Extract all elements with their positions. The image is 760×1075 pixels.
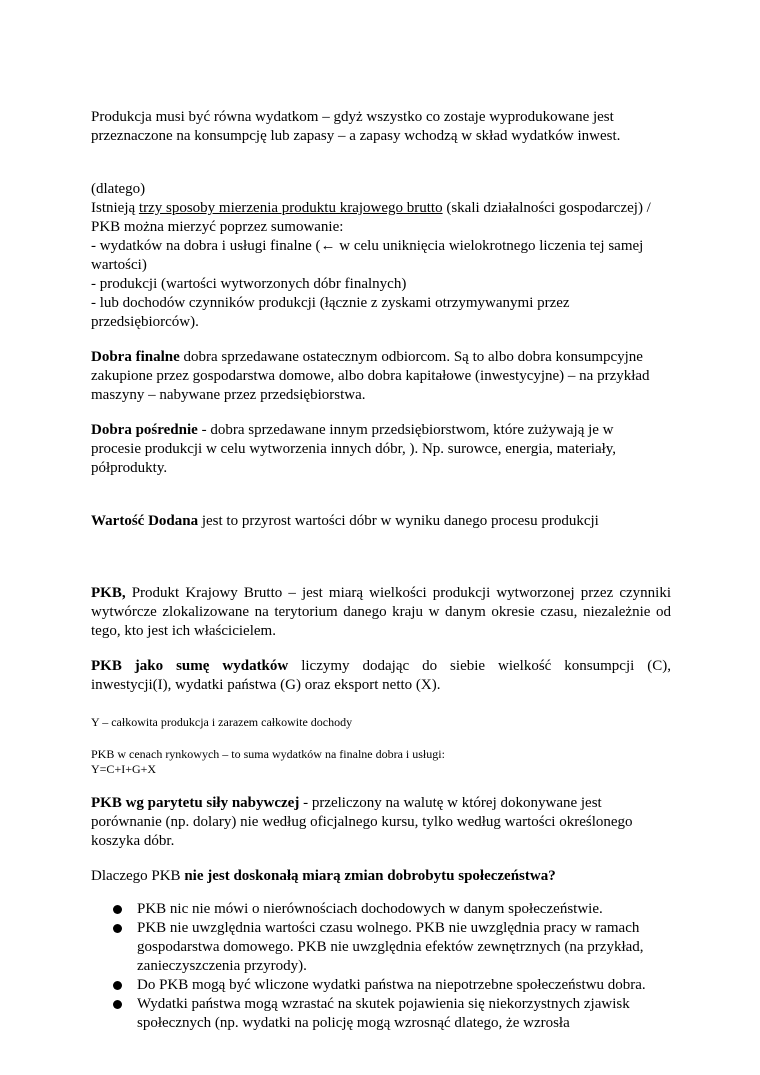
- text-line: przedsiębiorców).: [91, 314, 199, 330]
- text-line: [91, 867, 671, 886]
- text-line: - lub dochodów czynników produkcji (łącznie z zyskami otrzymywanymi przez: [91, 295, 570, 311]
- text-line: PKB nie uwzględnia wartości czasu wolnego. PKB nie uwzględnia pracy w ramach: [137, 920, 640, 936]
- text-line: zanieczyszczenia przyrody).: [137, 958, 307, 974]
- text-line: wartości): [91, 257, 147, 273]
- text-line: Y – całkowita produkcja i zarazem całkowite dochody: [91, 715, 353, 729]
- text-span: Istnieją: [91, 200, 139, 216]
- list-item: [117, 995, 671, 1033]
- term-bold: Dobra pośrednie: [91, 422, 198, 438]
- text-line: tego, kto jest ich właścicielem.: [91, 623, 276, 639]
- text-line: (dlatego): [91, 181, 146, 197]
- text-span: - dobra sprzedawane innym przedsiębiorstwom, które zużywają je w: [197, 422, 614, 438]
- text-line: wytwórcze zlokalizowane na terytorium danego kraju w danym okresie czasu, niezależnie od: [91, 604, 671, 620]
- gdp-ppp-paragraph: [91, 794, 671, 851]
- y-definition: [91, 715, 671, 730]
- text-line: [91, 794, 671, 813]
- term-bold: PKB jako sumę wydatków: [91, 658, 289, 674]
- document-page: [91, 108, 671, 1033]
- text-span: - przeliczony na walutę w której dokonywane jest: [299, 795, 602, 811]
- text-span: dobra sprzedawane ostatecznym odbiorcom. Są to albo dobra konsumpcyjne: [179, 349, 643, 365]
- text-line: koszyka dóbr.: [91, 833, 175, 849]
- bullet-icon: [113, 1000, 122, 1009]
- term-bold: Dobra finalne: [91, 349, 180, 365]
- term-bold: PKB,: [91, 585, 126, 601]
- text-line: PKB można mierzyć poprzez sumowanie:: [91, 219, 344, 235]
- text-span: Dlaczego PKB: [91, 868, 185, 884]
- text-span: (skali działalności gospodarczej) /: [442, 200, 651, 216]
- text-line: Produkcja musi być równa wydatkom – gdyż wszystko co zostaje wyprodukowane jest: [91, 109, 614, 125]
- measurement-methods-paragraph: [91, 180, 671, 332]
- formula: Y=C+I+G+X: [91, 762, 157, 776]
- text-line: - wydatków na dobra i usługi finalne (← w celu uniknięcia wielokrotnego liczenia tej samej: [91, 238, 644, 254]
- text-span: jest to przyrost wartości dóbr w wyniku danego procesu produkcji: [198, 513, 599, 529]
- text-line: PKB nic nie mówi o nierównościach dochodowych w danym społeczeństwie.: [137, 901, 603, 917]
- text-line: maszyny – nabywane przez przedsiębiorstwa.: [91, 387, 366, 403]
- gdp-market-prices: [91, 747, 671, 777]
- text-line: [91, 657, 671, 676]
- text-line: - produkcji (wartości wytworzonych dóbr finalnych): [91, 276, 407, 292]
- text-line: porównanie (np. dolary) nie według oficjalnego kursu, tylko według wartości określonego: [91, 814, 633, 830]
- text-line: gospodarstwa domowego. PKB nie uwzględnia efektów zewnętrznych (na przykład,: [137, 939, 644, 955]
- gdp-expenditure-paragraph: [91, 657, 671, 695]
- text-line: Do PKB mogą być wliczone wydatki państwa na niepotrzebne społeczeństwu dobra.: [137, 977, 646, 993]
- bullet-icon: [113, 981, 122, 990]
- term-bold: nie jest doskonałą miarą zmian dobrobytu społeczeństwa?: [184, 868, 556, 884]
- text-line: zakupione przez gospodarstwa domowe, albo dobra kapitałowe (inwestycyjne) – na przykład: [91, 368, 650, 384]
- bullet-icon: [113, 924, 122, 933]
- term-bold: PKB wg parytetu siły nabywczej: [91, 795, 300, 811]
- list-item: [117, 976, 671, 995]
- text-line: [91, 199, 671, 218]
- gdp-definition: [91, 584, 671, 641]
- intermediate-goods-definition: [91, 421, 671, 478]
- text-line: procesie produkcji w celu wytworzenia innych dóbr, ). Np. surowce, energia, materiały,: [91, 441, 617, 457]
- underlined-phrase: trzy sposoby mierzenia produktu krajowego brutto: [138, 200, 443, 216]
- bullet-icon: [113, 905, 122, 914]
- text-line: inwestycji(I), wydatki państwa (G) oraz eksport netto (X).: [91, 677, 441, 693]
- term-bold: Wartość Dodana: [91, 513, 199, 529]
- text-line: przeznaczone na konsumpcję lub zapasy – a zapasy wchodzą w skład wydatków inwest.: [91, 128, 621, 144]
- text-span: Produkt Krajowy Brutto – jest miarą wielkości produkcji wytworzonej przez czynniki: [125, 585, 671, 601]
- text-span: liczymy dodając do siebie wielkość konsumpcji (C),: [288, 658, 671, 674]
- text-line: Wydatki państwa mogą wzrastać na skutek pojawienia się niekorzystnych zjawisk: [137, 996, 630, 1012]
- text-line: półprodukty.: [91, 460, 168, 476]
- text-line: społecznych (np. wydatki na policję mogą wzrosnąć dlatego, że wzrosła: [137, 1015, 570, 1031]
- value-added-definition: [91, 512, 671, 531]
- list-item: [117, 919, 671, 976]
- text-line: [91, 512, 671, 531]
- list-item: [117, 900, 671, 919]
- question-heading: [91, 867, 671, 886]
- intro-paragraph: [91, 108, 671, 146]
- reasons-list: [91, 900, 671, 1033]
- text-line: [91, 348, 671, 367]
- text-line: PKB w cenach rynkowych – to suma wydatków na finalne dobra i usługi:: [91, 747, 445, 761]
- text-line: [91, 584, 671, 603]
- final-goods-definition: [91, 348, 671, 405]
- text-line: [91, 421, 671, 440]
